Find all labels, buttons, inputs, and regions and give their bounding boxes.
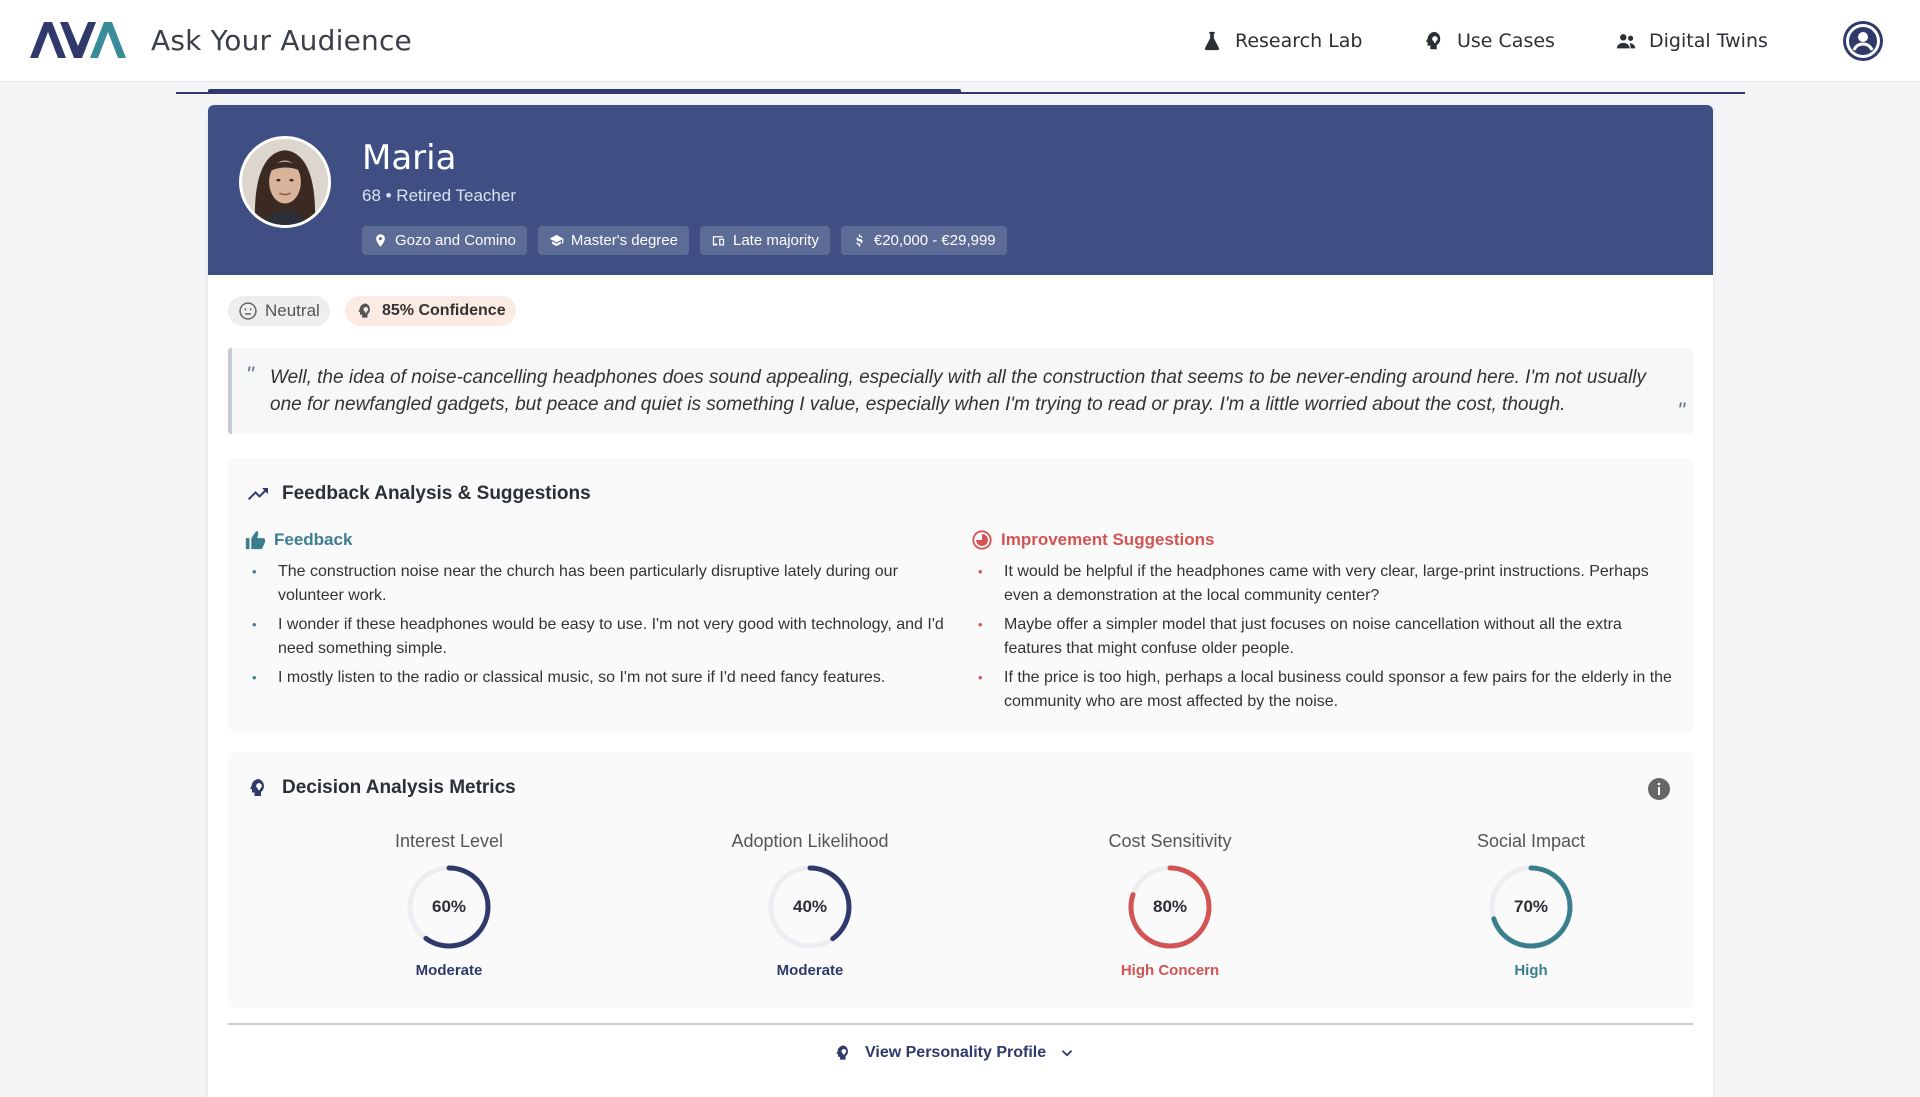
list-item: • Maybe offer a simpler model that just focuses on noise cancellation without all the extra features that might confuse older people.: [974, 613, 1674, 661]
list-item: • I wonder if these headphones would be easy to use. I'm not very good with technology, and I'd need something simple.: [248, 613, 953, 661]
metric-gauge: [1486, 862, 1576, 952]
head-lightbulb-icon: [833, 1043, 853, 1063]
chip-income: [841, 226, 1007, 255]
flask-icon: [1201, 30, 1223, 52]
decision-metrics-title: [246, 776, 516, 800]
chip-label: Master's degree: [570, 232, 678, 249]
chip-label: €20,000 - €29,999: [873, 232, 996, 249]
metric-level: Moderate: [415, 962, 483, 979]
nav-research-lab[interactable]: [1201, 26, 1362, 56]
feedback-heading-text: Feedback: [274, 530, 353, 549]
feedback-heading: [244, 529, 352, 551]
chip-label: Gozo and Comino: [395, 232, 516, 249]
metric-cost-sensitivity: [1040, 831, 1300, 979]
metric-gauge: [404, 862, 494, 952]
metric-gauge: [1125, 862, 1215, 952]
chevron-down-icon: [1058, 1044, 1076, 1062]
brand-name: Ask Your Audience: [151, 24, 412, 57]
avatar: [239, 136, 331, 228]
metric-level: Moderate: [776, 962, 844, 979]
head-lightbulb-icon: [1423, 30, 1445, 52]
metric-label: Social Impact: [1476, 831, 1586, 851]
people-icon: [1615, 30, 1637, 52]
improvement-heading-text: Improvement Suggestions: [1001, 530, 1215, 549]
trending-up-icon: [246, 482, 270, 506]
decision-metrics-panel: [228, 752, 1693, 1008]
persona-attributes: [362, 226, 1007, 255]
nav-use-cases[interactable]: [1423, 26, 1555, 56]
improvement-list: [974, 560, 1674, 719]
dollar-icon: [852, 233, 867, 248]
neutral-face-icon: [238, 301, 258, 321]
metric-label: Cost Sensitivity: [1108, 831, 1232, 851]
metric-social-impact: [1401, 831, 1661, 979]
persona-subtitle: 68 • Retired Teacher: [362, 186, 517, 205]
view-personality-profile-button[interactable]: [833, 1043, 1076, 1063]
quote-close-mark: ": [1677, 398, 1685, 423]
metric-value: 40%: [792, 897, 828, 916]
metric-value: 80%: [1152, 897, 1188, 916]
list-item: • If the price is too high, perhaps a local business could sponsor a few pairs for the elderly in the community who are most affected by the noise.: [974, 666, 1674, 714]
personality-label: View Personality Profile: [865, 1044, 1047, 1061]
nav-label: Research Lab: [1235, 30, 1363, 52]
feedback-analysis-title: [246, 482, 591, 506]
persona-card: [208, 105, 1713, 1097]
quote-text: Well, the idea of noise-cancelling headphones does sound appealing, especially with all the construction that seems to be never-ending around here. I'm not usually one for newfangled gadgets, but peace and quiet is something I value, especially when I'm trying to read or pray. I'm a little worried about the cost, though.: [270, 367, 1647, 415]
nav-digital-twins[interactable]: [1615, 26, 1768, 56]
improvement-heading: [971, 529, 1214, 551]
persona-name: Maria: [362, 138, 457, 178]
persona-header: [208, 105, 1713, 275]
metric-label: Interest Level: [394, 831, 504, 851]
metric-value: 70%: [1513, 897, 1549, 916]
sentiment-badge: [228, 296, 330, 326]
chip-education: [538, 226, 689, 255]
feedback-list: [248, 560, 953, 695]
account-circle-icon[interactable]: [1841, 19, 1885, 63]
thumbs-up-icon: [244, 529, 266, 551]
sentiment-label: Neutral: [265, 301, 320, 320]
nav-label: Digital Twins: [1649, 30, 1768, 52]
metric-gauge: [765, 862, 855, 952]
progress-indicator: [208, 89, 961, 94]
metric-value: 60%: [431, 897, 467, 916]
chip-adoption: [700, 226, 830, 255]
devices-icon: [711, 233, 726, 248]
list-item: • I mostly listen to the radio or classical music, so I'm not sure if I'd need fancy features.: [248, 666, 953, 690]
nav-label: Use Cases: [1457, 30, 1555, 52]
metric-level: High: [1514, 962, 1548, 979]
pie-progress-icon: [971, 529, 993, 551]
aya-logo[interactable]: [30, 20, 126, 60]
list-item: • It would be helpful if the headphones came with very clear, large-print instructions. Perhaps even a demonstration at the local community center?: [974, 560, 1674, 608]
section-divider: [228, 1023, 1693, 1025]
metric-adoption-likelihood: [680, 831, 940, 979]
info-icon[interactable]: [1647, 777, 1671, 801]
feedback-analysis-panel: [228, 458, 1693, 732]
persona-quote: [228, 348, 1693, 434]
location-pin-icon: [373, 233, 388, 248]
list-item: • The construction noise near the church has been particularly disruptive lately during our volunteer work.: [248, 560, 953, 608]
metric-interest-level: [319, 831, 579, 979]
chip-location: [362, 226, 527, 255]
head-lightbulb-icon: [355, 301, 375, 321]
chip-label: Late majority: [733, 232, 819, 249]
metric-label: Adoption Likelihood: [731, 831, 889, 851]
top-navigation: [0, 0, 1920, 82]
quote-open-mark: ": [246, 362, 254, 387]
confidence-label: 85% Confidence: [382, 302, 506, 319]
head-lightbulb-icon: [246, 776, 270, 800]
graduation-cap-icon: [549, 233, 564, 248]
confidence-badge: [345, 296, 516, 326]
panel-title-text: Feedback Analysis & Suggestions: [282, 483, 591, 504]
metric-level: High Concern: [1120, 962, 1220, 979]
panel-title-text: Decision Analysis Metrics: [282, 777, 516, 798]
